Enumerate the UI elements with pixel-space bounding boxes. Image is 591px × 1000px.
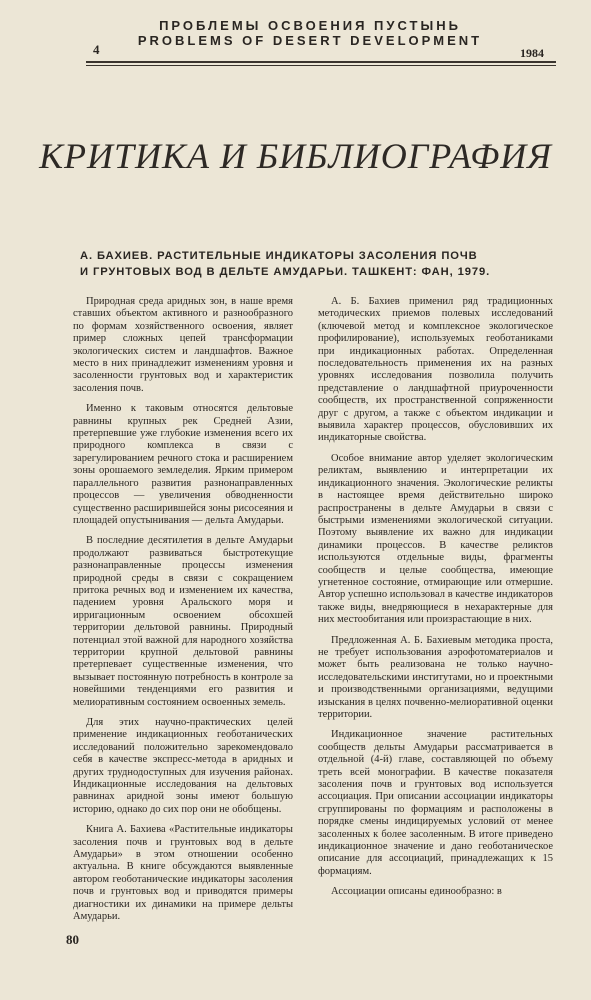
journal-year: 1984 [520, 46, 544, 60]
right-column [318, 296, 553, 907]
article-title [80, 248, 560, 280]
paragraph: А. Б. Бахиев применил ряд традиционных методических приемов полевых исследований (ключевой метод и комплексное экологическое профилирование), используемых геоботаниками при индикационных работах. Определенная последовательность применения их на разных уровнях исследования позволила получить представление о ландшафтной приуроченности сообществ, их пространственной сопряженности друг с другом, а также с объектом индикации и выявила характер процессов, обусловивших их индикаторные свойства. [318, 296, 553, 444]
section-title: КРИТИКА И БИБЛИОГРАФИЯ [39, 136, 552, 176]
journal-header [60, 18, 540, 48]
paragraph: Для этих научно-практических целей применение индикационных геоботанических исследований положительно зарекомендовало себя в качестве экспресс-метода в аридных и других труднодоступных для изучения районах. Индикационные исследования на дельтовых равнинах аридной зоны имеют большую историю, однако до сих пор они не обобщены. [73, 717, 293, 815]
article-title-line-2: И ГРУНТОВЫХ ВОД В ДЕЛЬТЕ АМУДАРЬИ. ТАШКЕНТ: ФАН, 1979. [80, 266, 491, 278]
paragraph: Природная среда аридных зон, в наше время ставших объектом активного и разнообразного по формам хозяйственного освоения, являет пример сложных цепей трансформации экологических систем и ландшафтов. Важное место в них принадлежит изменениям уровня и засоленности грунтовых вод и характеристик засоления почв. [73, 296, 293, 394]
journal-title-en: PROBLEMS OF DESERT DEVELOPMENT [137, 33, 483, 48]
left-column [73, 296, 293, 932]
paragraph: Именно к таковым относятся дельтовые равнины крупных рек Средней Азии, претерпевшие уже глубокие изменения всего их природного комплекса в связи с зарегулированием речного стока и расширением зоны орошаемого земледелия. Ярким примером параллельного развития разнонаправленных процессов — увеличения обводненности существенно расширившейся зоны рисосеяния и площадей опустынивания — дельта Амударьи. [73, 403, 293, 526]
paragraph: В последние десятилетия в дельте Амударьи продолжают развиваться быстротекущие разнонаправленные процессы изменения природной среды в связи с сокращением притока речных вод и изменением их качества, падением уровня Аральского моря и ирригационным освоением обсохшей территории дельтовой равнины. Природный потенциал этой важной для народного хозяйства территории крупной дельтовой равнины претерпевает существенные изменения, что вызывает постоянную потребность в контроле за новейшими тенденциями его развития и мелиоративным состоянием освоенных земель. [73, 535, 293, 708]
article-title-line-1: А. БАХИЕВ. РАСТИТЕЛЬНЫЕ ИНДИКАТОРЫ ЗАСОЛЕНИЯ ПОЧВ [80, 250, 478, 262]
paragraph: Предложенная А. Б. Бахиевым методика проста, не требует использования аэрофотоматериалов и может быть реализована не только научно-исследовательскими институтами, но и проектными и производственными организациями, ведущими изыскания в целях почвенно-мелиоративной оценки территории. [318, 634, 553, 720]
page-number: 80 [66, 932, 79, 947]
issue-number: 4 [93, 42, 100, 57]
journal-title-ru: ПРОБЛЕМЫ ОСВОЕНИЯ ПУСТЫНЬ [159, 18, 461, 33]
paragraph: Книга А. Бахиева «Растительные индикаторы засоления почв и грунтовых вод в дельте Амударьи» в этом отношении особенно актуальна. В книге обсуждаются выявленные автором геоботанические индикаторы засоления почв и грунтовых вод и приводятся примеры диагностики их динамики на примере дельты Амударьи. [73, 824, 293, 923]
header-rule-thin [86, 65, 556, 66]
header-rule [86, 61, 556, 63]
paragraph: Индикационное значение растительных сообществ дельты Амударьи рассматривается в отдельной (4-й) главе, составляющей по объему треть всей монографии. В качестве показателя засоления почв и грунтовых вод используется ассоциация. При описании ассоциации индикаторы сгруппированы по формациям и расположены в порядке смены индицируемых условий от менее засоленных к более засоленным. В итоге приведено индикационное значение и дано геоботаническое описание для ассоциаций, принадлежащих к 15 формациям. [318, 729, 553, 877]
paragraph: Ассоциации описаны единообразно: в [331, 886, 502, 898]
paragraph: Особое внимание автор уделяет экологическим реликтам, выявлению и интерпретации их индикационного значения. Экологические реликты в настоящее время действительно широко распространены в дельте Амударьи в связи с быстрыми изменениями экологической ситуации. Поэтому выявление их важно для индикации динамики процессов. В качестве реликтов используются отдельные виды, фрагменты сообществ и целые сообщества, имеющие угнетенное состояние, отмирающие или отмершие. Автор успешно использовал в качестве индикаторов также виды, внедряющиеся в нехарактерные для них местообитания или произрастающие в них. [318, 452, 553, 626]
